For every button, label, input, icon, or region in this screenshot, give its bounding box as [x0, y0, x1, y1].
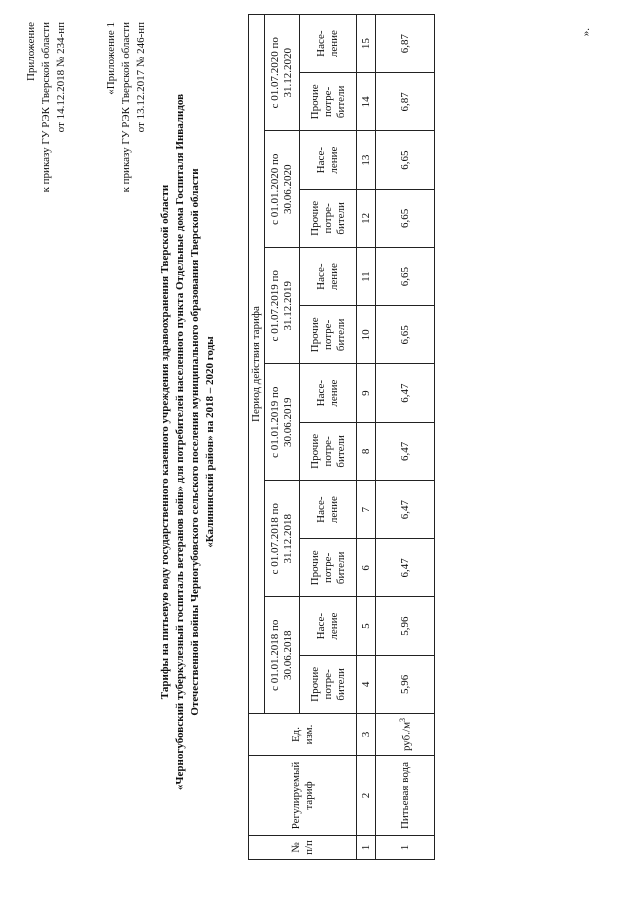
title-line: Отечественной войны Черногубовского сельского поселения муниципального образования Тверской области — [189, 168, 201, 716]
tariff-value: 6,47 — [376, 481, 435, 539]
sub-other: Прочие потре-бители — [300, 539, 357, 597]
row-tariff: Питьевая вода — [376, 756, 435, 836]
tariff-value: 5,96 — [376, 655, 435, 713]
period-cell: с 01.01.2020 по 30.06.2020 — [265, 131, 300, 248]
sub-other: Прочие потре-бители — [300, 73, 357, 131]
title-line: «Черногубовский туберкулезный госпиталь ветеранов войн» для потребителей населенного пункта Отдельные дома Госпиталя Инвалидов — [174, 93, 186, 791]
appendix-line: Приложение — [25, 22, 37, 82]
closing-quote: ». — [580, 28, 592, 37]
header-no: № п/п — [249, 836, 357, 860]
sub-population: Насе-ление — [300, 364, 357, 422]
col-number: 10 — [357, 306, 376, 364]
sub-population: Насе-ление — [300, 131, 357, 189]
sub-other: Прочие потре-бители — [300, 189, 357, 247]
document-title — [158, 10, 218, 874]
column-number-row — [357, 15, 376, 860]
title-line: Тарифы на питьевую воду государственного казенного учреждения здравоохранения Тверской области — [159, 184, 171, 700]
tariff-value: 6,47 — [376, 422, 435, 480]
col-number: 8 — [357, 422, 376, 480]
appendix-line: к приказу ГУ РЭК Тверской области — [40, 22, 52, 193]
header-unit: Ед. изм. — [249, 714, 357, 756]
header-period: Период действия тарифа — [249, 15, 265, 714]
sub-population: Насе-ление — [300, 597, 357, 655]
header-tariff: Регулируемый тариф — [249, 756, 357, 836]
col-number: 15 — [357, 15, 376, 73]
appendix1-line: от 13.12.2017 № 246-нп — [135, 22, 147, 133]
col-number: 13 — [357, 131, 376, 189]
col-number: 3 — [357, 714, 376, 756]
title-line: «Калининский район» на 2018 – 2020 годы — [204, 336, 216, 548]
appendix1-line: к приказу ГУ РЭК Тверской области — [120, 22, 132, 193]
period-cell: с 01.07.2018 по 31.12.2018 — [265, 481, 300, 598]
sub-population: Насе-ление — [300, 15, 357, 73]
period-cell: с 01.01.2019 по 30.06.2019 — [265, 364, 300, 481]
row-unit — [376, 714, 435, 756]
tariff-value: 6,87 — [376, 15, 435, 73]
appendix1-line: «Приложение 1 — [105, 22, 117, 95]
sub-population: Насе-ление — [300, 248, 357, 306]
col-number: 9 — [357, 364, 376, 422]
tariff-value: 6,65 — [376, 131, 435, 189]
sub-other: Прочие потре-бители — [300, 306, 357, 364]
appendix-reference — [24, 22, 69, 192]
col-number: 5 — [357, 597, 376, 655]
col-number: 6 — [357, 539, 376, 597]
unit-superscript: 3 — [398, 717, 408, 722]
col-number: 1 — [357, 836, 376, 860]
period-cell: с 01.01.2018 по 30.06.2018 — [265, 597, 300, 714]
tariff-value: 6,65 — [376, 248, 435, 306]
sub-other: Прочие потре-бители — [300, 422, 357, 480]
period-cell: с 01.07.2019 по 31.12.2019 — [265, 248, 300, 365]
tariff-table — [248, 14, 435, 860]
unit-text: руб./м — [400, 721, 413, 752]
tariff-value: 6,65 — [376, 189, 435, 247]
col-number: 4 — [357, 655, 376, 713]
row-no: 1 — [376, 836, 435, 860]
sub-other: Прочие потре-бители — [300, 655, 357, 713]
appendix-line: от 14.12.2018 № 234-нп — [55, 22, 67, 133]
appendix1-reference — [104, 22, 149, 192]
col-number: 2 — [357, 756, 376, 836]
col-number: 11 — [357, 248, 376, 306]
tariff-value: 6,65 — [376, 306, 435, 364]
tariff-value: 6,47 — [376, 364, 435, 422]
col-number: 7 — [357, 481, 376, 539]
col-number: 12 — [357, 189, 376, 247]
sub-population: Насе-ление — [300, 481, 357, 539]
tariff-value: 5,96 — [376, 597, 435, 655]
tariff-value: 6,87 — [376, 73, 435, 131]
period-cell: с 01.07.2020 по 31.12.2020 — [265, 15, 300, 132]
col-number: 14 — [357, 73, 376, 131]
tariff-value: 6,47 — [376, 539, 435, 597]
table-row — [376, 15, 435, 860]
